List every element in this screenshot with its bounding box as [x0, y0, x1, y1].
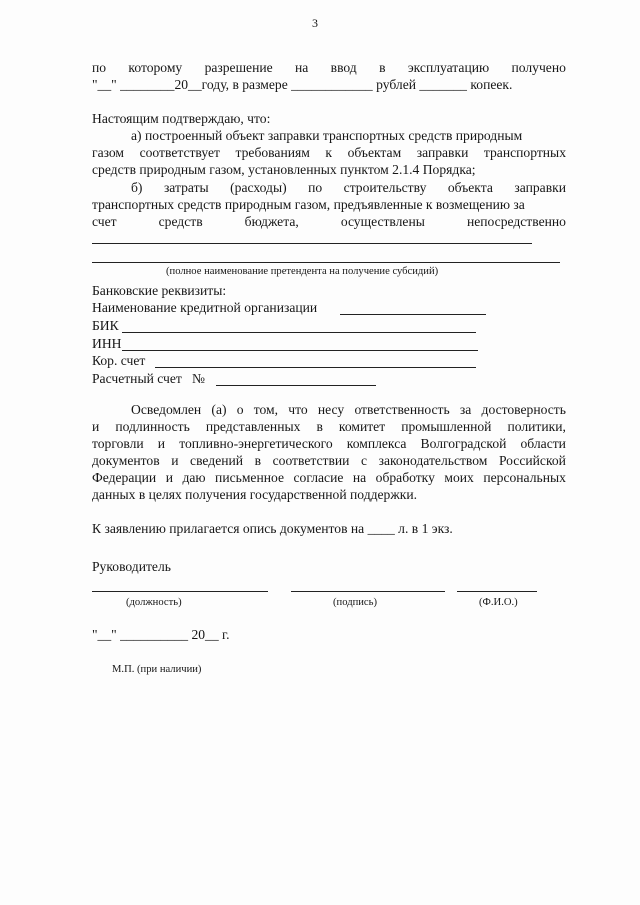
word: моих [444, 470, 474, 485]
word: заправки [416, 145, 469, 160]
notice-line-5 [92, 470, 566, 486]
word: сведений [190, 453, 244, 468]
word: за [459, 402, 472, 417]
word: на [295, 60, 309, 75]
notice-line-2 [92, 419, 566, 435]
kor-schet-field [155, 367, 476, 368]
word: что [288, 402, 308, 417]
word: эксплуатацию [407, 60, 490, 75]
word: в [379, 60, 386, 75]
notice-line-6: данных в целях получения государственной поддержки. [92, 487, 418, 502]
word: к [325, 145, 333, 160]
word: в [254, 453, 262, 468]
kor-schet-label: Кор. счет [92, 353, 146, 368]
item-a-line-2 [92, 145, 566, 161]
word: письменное [215, 470, 285, 485]
word: достоверность [481, 402, 566, 417]
word: и [157, 436, 166, 451]
word: персональных [483, 470, 566, 485]
applicant-caption: (полное наименование претендента на получение субсидий) [166, 266, 439, 277]
word: и [171, 453, 179, 468]
permit-line-1 [92, 60, 566, 76]
notice-line-1 [131, 402, 566, 418]
signature-caption: (подпись) [333, 597, 377, 608]
item-b-line-3 [92, 214, 566, 230]
word: о [236, 402, 244, 417]
word: комплекса [346, 436, 407, 451]
word: заправки [514, 180, 566, 195]
word: комитет [338, 419, 386, 434]
word: транспортных [483, 145, 566, 160]
page-number: 3 [312, 16, 318, 30]
word: получено [511, 60, 566, 75]
word: по [308, 180, 323, 195]
attachment-line: К заявлению прилагается опись документов на ____ л. в 1 экз. [92, 521, 453, 536]
notice-line-4 [92, 453, 566, 469]
applicant-name-line-2 [92, 262, 560, 263]
word: требованиям [235, 145, 310, 160]
word: документов [92, 453, 160, 468]
item-b-line-1 [131, 180, 566, 196]
word: политики, [507, 419, 566, 434]
word: строительству [343, 180, 427, 195]
permit-line-2: "__" ________20__году, в размере ____________ рублей _______ копеек. [92, 77, 513, 92]
word: газом [92, 145, 125, 160]
word: торговли [92, 436, 144, 451]
word: (а) [211, 402, 227, 417]
word: промышленной [401, 419, 492, 434]
word: осуществлены [340, 214, 425, 229]
inn-field [122, 350, 478, 351]
word: подлинность [115, 419, 190, 434]
word: том, [253, 402, 279, 417]
word: затраты [163, 180, 209, 195]
item-a-line-3: средств природным газом, установленных пунктом 2.1.4 Порядка; [92, 162, 476, 177]
word: счет [92, 214, 117, 229]
position-field [92, 591, 268, 592]
item-b-line-2: транспортных средств природным газом, предъявленные к возмещению за [92, 197, 525, 212]
word: соответствует [139, 145, 220, 160]
date-line: "__" __________ 20__ г. [92, 627, 230, 642]
word: Волгоградской [420, 436, 507, 451]
word: Федерации [92, 470, 157, 485]
word: и [92, 419, 100, 434]
word: представленных [205, 419, 301, 434]
number-sign: № [192, 371, 206, 386]
word: и [165, 470, 173, 485]
credit-org-field [340, 314, 486, 315]
bank-title: Банковские реквизиты: [92, 283, 227, 298]
word: непосредственно [466, 214, 566, 229]
word: Осведомлен [131, 402, 202, 417]
word: (расходы) [230, 180, 287, 195]
raschetny-schet-label [92, 371, 205, 387]
word: топливно-энергетического [179, 436, 333, 451]
word: по [92, 60, 107, 75]
notice-line-3 [92, 436, 566, 452]
signature-field [291, 591, 445, 592]
credit-org-label: Наименование кредитной организации [92, 300, 318, 315]
word: обработку [375, 470, 435, 485]
confirm-intro: Настоящим подтверждаю, что: [92, 111, 271, 126]
word: объектам [347, 145, 402, 160]
word: разрешение [204, 60, 273, 75]
signatory-title: Руководитель [92, 559, 171, 574]
word: согласие [293, 470, 344, 485]
bik-label: БИК [92, 318, 119, 333]
word: области [520, 436, 566, 451]
word: в [316, 419, 323, 434]
word: с [360, 453, 368, 468]
raschetny-schet-text: Расчетный счет [92, 371, 182, 386]
word: бюджета, [244, 214, 299, 229]
word: законодательством [378, 453, 488, 468]
word: б) [131, 180, 143, 195]
word: Российской [498, 453, 566, 468]
word: несу [317, 402, 345, 417]
word: даю [182, 470, 206, 485]
word: которому [128, 60, 183, 75]
stamp-note: М.П. (при наличии) [112, 664, 202, 675]
word: на [352, 470, 367, 485]
word: средств [158, 214, 203, 229]
position-caption: (должность) [126, 597, 182, 608]
word: ввод [330, 60, 357, 75]
fio-caption: (Ф.И.О.) [479, 597, 518, 608]
word: объекта [447, 180, 493, 195]
word: ответственность [354, 402, 450, 417]
bik-field [122, 332, 476, 333]
applicant-name-line-1 [92, 243, 532, 244]
raschetny-schet-field [216, 385, 376, 386]
item-a-line-1: а) построенный объект заправки транспортных средств природным [131, 128, 523, 143]
inn-label: ИНН [92, 336, 122, 351]
fio-field [457, 591, 537, 592]
word: соответствии [272, 453, 350, 468]
